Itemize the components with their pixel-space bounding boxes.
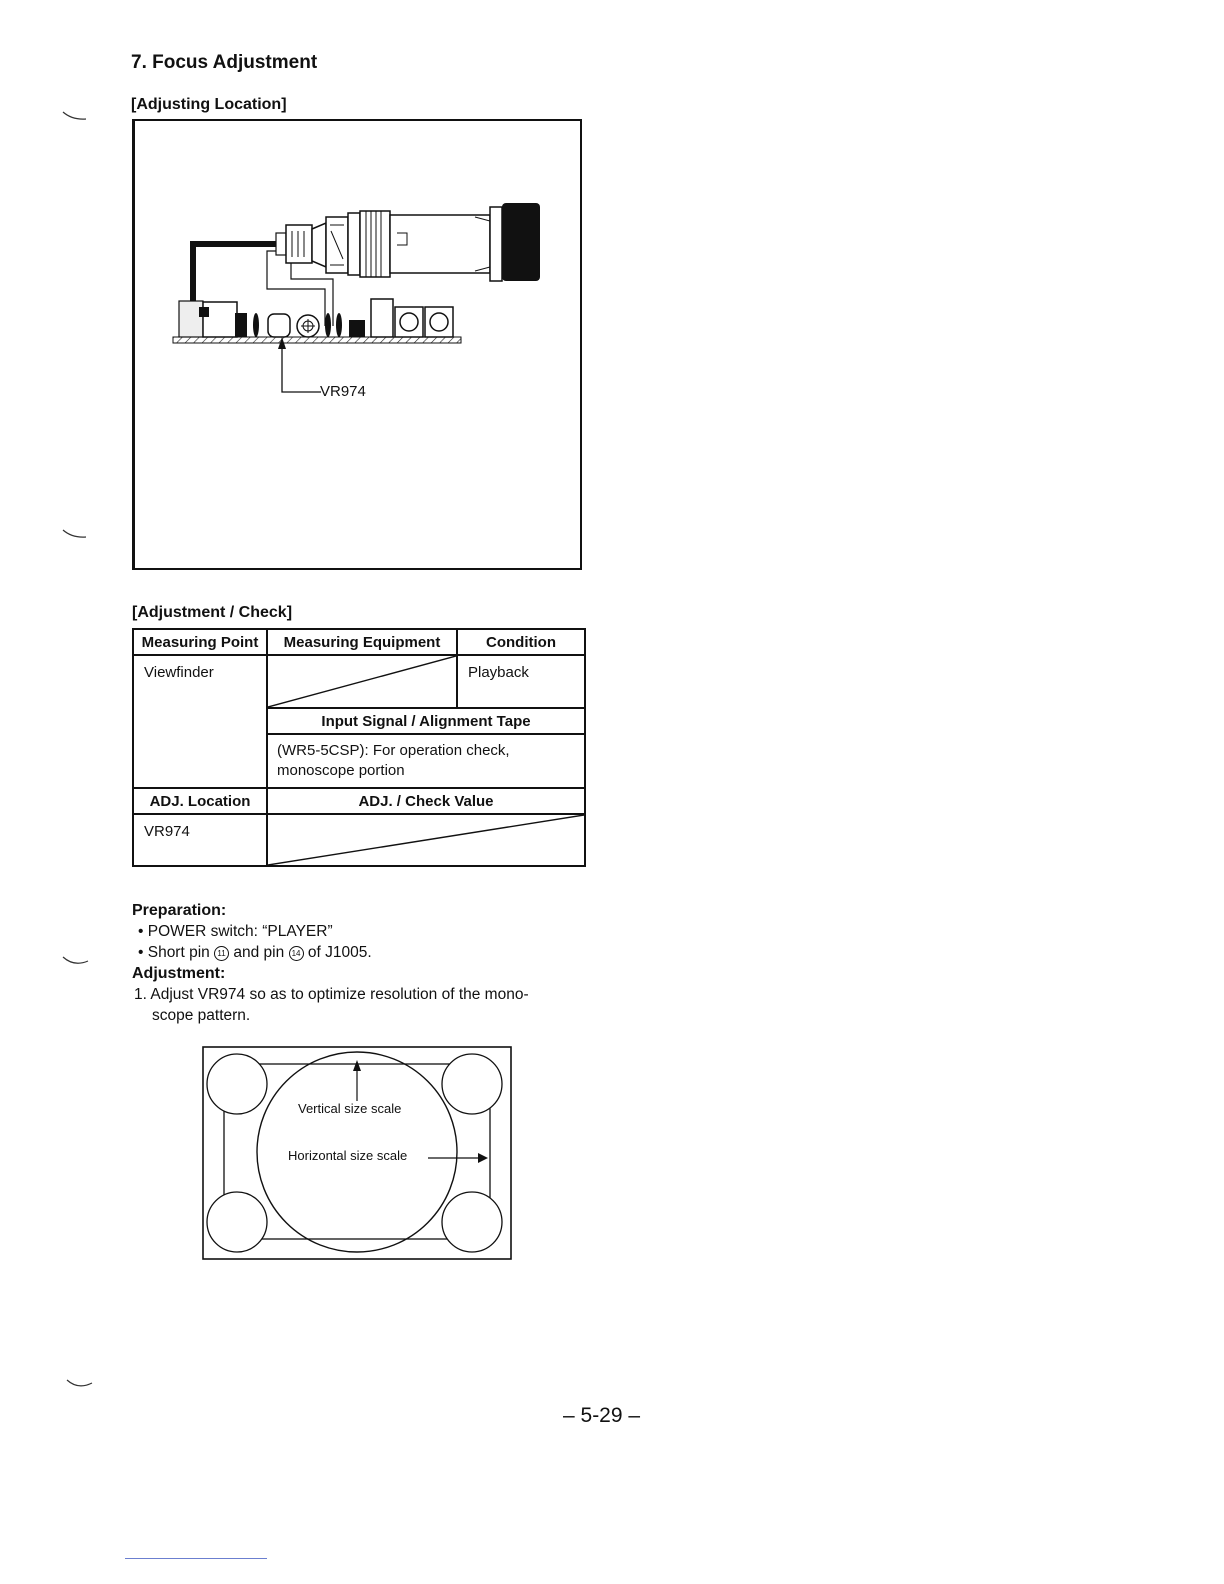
condition-header: Condition (457, 629, 585, 655)
footer-rule (125, 1558, 267, 1559)
not-applicable-slash (268, 815, 584, 865)
adj-location-value: VR974 (144, 823, 190, 840)
adjusting-location-diagram (132, 119, 582, 570)
input-signal-line1: (WR5-5CSP): For operation check, (277, 742, 510, 759)
condition-cell (457, 655, 585, 708)
measuring-point-value: Viewfinder (144, 664, 214, 681)
pin-11-marker: 11 (214, 946, 229, 961)
preparation-heading: Preparation: (132, 902, 227, 919)
circuit-board-illustration (135, 121, 581, 568)
horizontal-size-scale-label: Horizontal size scale (288, 1148, 408, 1163)
pin-14-marker: 14 (289, 946, 304, 961)
adjustment-table (132, 628, 586, 867)
adj-location-cell (133, 814, 267, 866)
adj-check-value-header: ADJ. / Check Value (267, 788, 585, 814)
input-signal-header: Input Signal / Alignment Tape (267, 708, 585, 734)
monoscope-pattern (202, 1046, 512, 1260)
measuring-point-cell (133, 655, 267, 788)
vr974-callout-label: VR974 (320, 383, 366, 400)
measuring-equipment-header: Measuring Equipment (267, 629, 457, 655)
measuring-point-header: Measuring Point (133, 629, 267, 655)
margin-mark (66, 1378, 94, 1390)
adj-location-header: ADJ. Location (133, 788, 267, 814)
margin-mark (62, 110, 88, 122)
preparation-item-short-pin (132, 942, 592, 963)
adjustment-check-heading: [Adjustment / Check] (132, 604, 293, 621)
adjustment-step-1-continued: scope pattern. (152, 1007, 251, 1024)
input-signal-line2: monoscope portion (277, 762, 405, 779)
margin-mark (62, 528, 88, 540)
adjusting-location-heading: [Adjusting Location] (131, 96, 287, 113)
preparation-item-power: • POWER switch: “PLAYER” (138, 923, 333, 940)
measuring-equipment-cell (267, 655, 457, 708)
short-pin-text-mid: and pin (229, 944, 289, 961)
margin-mark (62, 955, 90, 969)
condition-value: Playback (468, 664, 529, 681)
adjustment-step-1: 1. Adjust VR974 so as to optimize resolution of the mono- (134, 986, 529, 1003)
adjustment-heading: Adjustment: (132, 965, 226, 982)
vertical-size-scale-label: Vertical size scale (298, 1101, 402, 1116)
procedure-text (132, 900, 592, 1026)
not-applicable-slash (268, 656, 456, 707)
input-signal-cell (267, 734, 585, 788)
short-pin-text-prefix: • Short pin (138, 944, 215, 961)
short-pin-text-suffix: of J1005. (303, 944, 372, 961)
page-title: 7. Focus Adjustment (131, 52, 318, 73)
adj-check-value-cell (267, 814, 585, 866)
page-number: – 5-29 – (563, 1404, 641, 1427)
